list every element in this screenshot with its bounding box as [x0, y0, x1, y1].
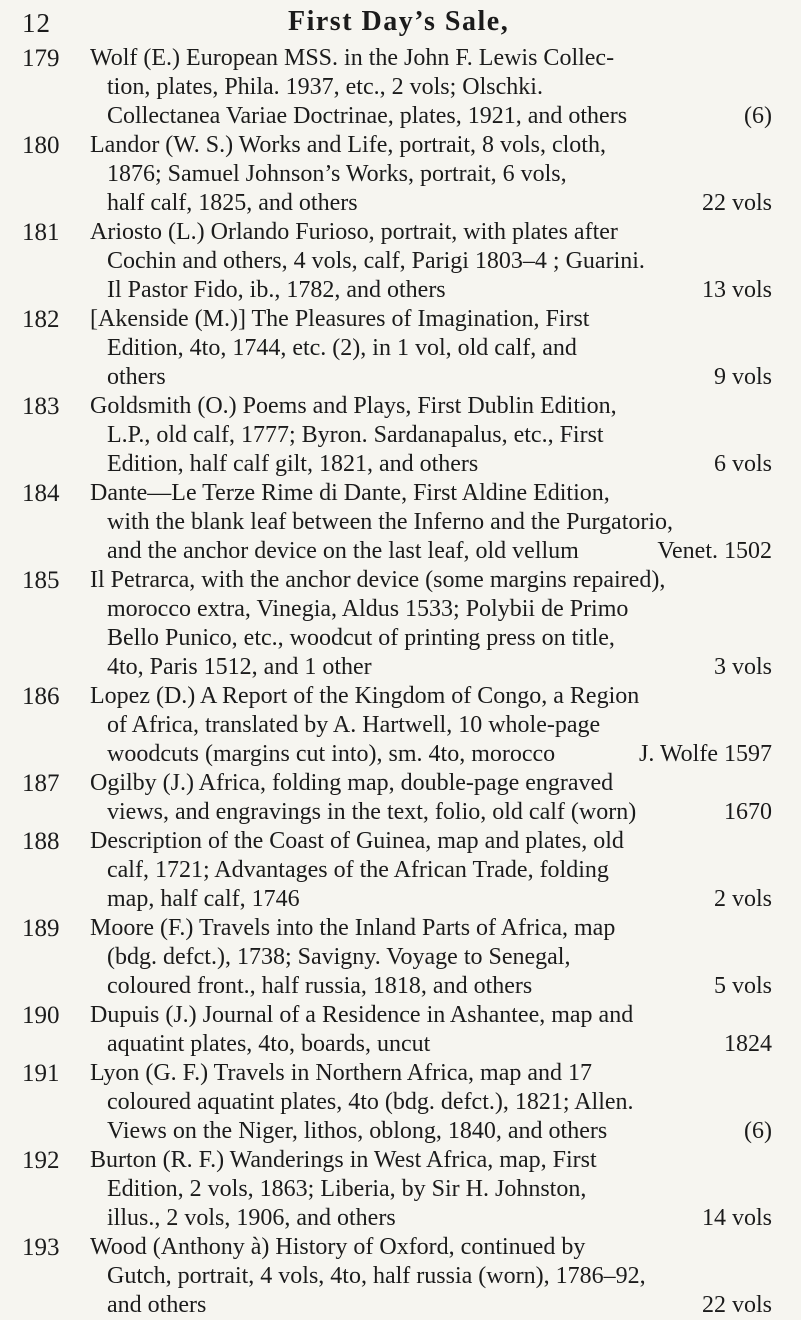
lot-entry [0, 131, 801, 218]
description-line: Dante—Le Terze Rime di Dante, First Aldine Edition, [90, 480, 610, 506]
description-line: coloured aquatint plates, 4to (bdg. defct.), 1821; Allen. [107, 1089, 634, 1115]
description-line: Moore (F.) Travels into the Inland Parts of Africa, map [90, 915, 616, 941]
lot-count: J. Wolfe 1597 [639, 741, 772, 767]
description-line: [Akenside (M.)] The Pleasures of Imagination, First [90, 306, 590, 332]
lot-description [90, 305, 772, 392]
description-line: 1876; Samuel Johnson’s Works, portrait, 6 vols, [107, 161, 567, 187]
lot-number: 190 [22, 1002, 60, 1029]
lot-description [90, 566, 772, 682]
lot-description [90, 479, 772, 566]
lot-entry [0, 566, 801, 682]
lot-count: 1824 [724, 1031, 772, 1057]
lot-count: 9 vols [713, 364, 772, 390]
description-line: tion, plates, Phila. 1937, etc., 2 vols; Olschki. [107, 74, 543, 100]
description-line: 14 vols illus., 2 vols, 1906, and others [107, 1205, 772, 1231]
lot-entry [0, 1001, 801, 1059]
lot-number: 187 [22, 770, 60, 797]
lot-number: 188 [22, 828, 60, 855]
lot-entry [0, 479, 801, 566]
description-line: Edition, 2 vols, 1863; Liberia, by Sir H. Johnston, [107, 1176, 587, 1202]
description-line: Lopez (D.) A Report of the Kingdom of Congo, a Region [90, 683, 640, 709]
lot-description [90, 1001, 772, 1059]
lot-description [90, 1233, 772, 1320]
description-line: 22 vols half calf, 1825, and others [107, 190, 772, 216]
description-line: Gutch, portrait, 4 vols, 4to, half russia (worn), 1786–92, [107, 1263, 646, 1289]
description-line: Ariosto (L.) Orlando Furioso, portrait, with plates after [90, 219, 618, 245]
description-line: Wolf (E.) European MSS. in the John F. Lewis Collec- [90, 45, 615, 71]
description-line: Description of the Coast of Guinea, map and plates, old [90, 828, 624, 854]
description-line: 6 vols Edition, half calf gilt, 1821, and others [107, 451, 772, 477]
lot-entry [0, 1146, 801, 1233]
description-line: L.P., old calf, 1777; Byron. Sardanapalus, etc., First [107, 422, 604, 448]
lot-count: 6 vols [713, 451, 772, 477]
description-line: Goldsmith (O.) Poems and Plays, First Dublin Edition, [90, 393, 617, 419]
lot-entry [0, 827, 801, 914]
description-line: Lyon (G. F.) Travels in Northern Africa, map and 17 [90, 1060, 593, 1086]
lot-count: 22 vols [701, 1292, 772, 1318]
lot-description [90, 218, 772, 305]
lot-count: (6) [744, 1118, 772, 1144]
lot-count: 13 vols [701, 277, 772, 303]
description-line: J. Wolfe 1597 woodcuts (margins cut into), sm. 4to, morocco [107, 741, 772, 767]
lot-description [90, 131, 772, 218]
description-line: morocco extra, Vinegia, Aldus 1533; Polybii de Primo [107, 596, 629, 622]
lot-description [90, 827, 772, 914]
description-line: 1824 aquatint plates, 4to, boards, uncut [107, 1031, 772, 1057]
lot-number: 184 [22, 480, 60, 507]
lot-description [90, 44, 772, 131]
lot-entry [0, 392, 801, 479]
description-line: Venet. 1502 and the anchor device on the last leaf, old vellum [107, 538, 772, 564]
lot-entry [0, 682, 801, 769]
description-line: 13 vols Il Pastor Fido, ib., 1782, and others [107, 277, 772, 303]
lot-entry [0, 769, 801, 827]
description-line: of Africa, translated by A. Hartwell, 10 whole-page [107, 712, 601, 738]
lot-entry [0, 914, 801, 1001]
lot-description [90, 1146, 772, 1233]
description-line: (bdg. defct.), 1738; Savigny. Voyage to Senegal, [107, 944, 571, 970]
description-line: Ogilby (J.) Africa, folding map, double-page engraved [90, 770, 614, 796]
lot-number: 182 [22, 306, 60, 333]
lot-number: 179 [22, 45, 60, 72]
description-line: (6) Collectanea Variae Doctrinae, plates, 1921, and others [107, 103, 772, 129]
lot-number: 181 [22, 219, 60, 246]
description-line: calf, 1721; Advantages of the African Trade, folding [107, 857, 609, 883]
lot-entry [0, 1059, 801, 1146]
lot-list [0, 44, 801, 1320]
page-header [0, 6, 801, 46]
lot-number: 180 [22, 132, 60, 159]
page-number: 12 [22, 8, 51, 38]
lot-count: 2 vols [713, 886, 772, 912]
lot-number: 192 [22, 1147, 60, 1174]
description-line: Edition, 4to, 1744, etc. (2), in 1 vol, old calf, and [107, 335, 577, 361]
description-line: Il Petrarca, with the anchor device (some margins repaired), [90, 567, 666, 593]
lot-number: 183 [22, 393, 60, 420]
lot-entry [0, 44, 801, 131]
description-line: 1670 views, and engravings in the text, folio, old calf (worn) [107, 799, 772, 825]
lot-count: 5 vols [713, 973, 772, 999]
lot-entry [0, 218, 801, 305]
lot-count: (6) [744, 103, 772, 129]
description-line: with the blank leaf between the Inferno and the Purgatorio, [107, 509, 674, 535]
lot-description [90, 392, 772, 479]
lot-count: 1670 [724, 799, 772, 825]
lot-count: 14 vols [701, 1205, 772, 1231]
description-line: 9 vols others [107, 364, 772, 390]
description-line: 5 vols coloured front., half russia, 1818, and others [107, 973, 772, 999]
lot-description [90, 1059, 772, 1146]
description-line: Wood (Anthony à) History of Oxford, continued by [90, 1234, 586, 1260]
lot-entry [0, 1233, 801, 1320]
description-line: 22 vols and others [107, 1292, 772, 1318]
lot-description [90, 914, 772, 1001]
lot-count: 3 vols [713, 654, 772, 680]
lot-number: 193 [22, 1234, 60, 1261]
lot-description [90, 682, 772, 769]
description-line: Landor (W. S.) Works and Life, portrait, 8 vols, cloth, [90, 132, 606, 158]
lot-number: 186 [22, 683, 60, 710]
description-line: Burton (R. F.) Wanderings in West Africa, map, First [90, 1147, 597, 1173]
lot-count: Venet. 1502 [657, 538, 772, 564]
description-line: Bello Punico, etc., woodcut of printing press on title, [107, 625, 615, 651]
lot-count: 22 vols [701, 190, 772, 216]
description-line: 2 vols map, half calf, 1746 [107, 886, 772, 912]
description-line: (6) Views on the Niger, lithos, oblong, 1840, and others [107, 1118, 772, 1144]
description-line: Cochin and others, 4 vols, calf, Parigi 1803–4 ; Guarini. [107, 248, 645, 274]
lot-entry [0, 305, 801, 392]
lot-number: 189 [22, 915, 60, 942]
lot-description [90, 769, 772, 827]
page-title: First Day’s Sale, [288, 6, 510, 37]
description-line: Dupuis (J.) Journal of a Residence in Ashantee, map and [90, 1002, 634, 1028]
lot-number: 185 [22, 567, 60, 594]
description-line: 3 vols 4to, Paris 1512, and 1 other [107, 654, 772, 680]
lot-number: 191 [22, 1060, 60, 1087]
